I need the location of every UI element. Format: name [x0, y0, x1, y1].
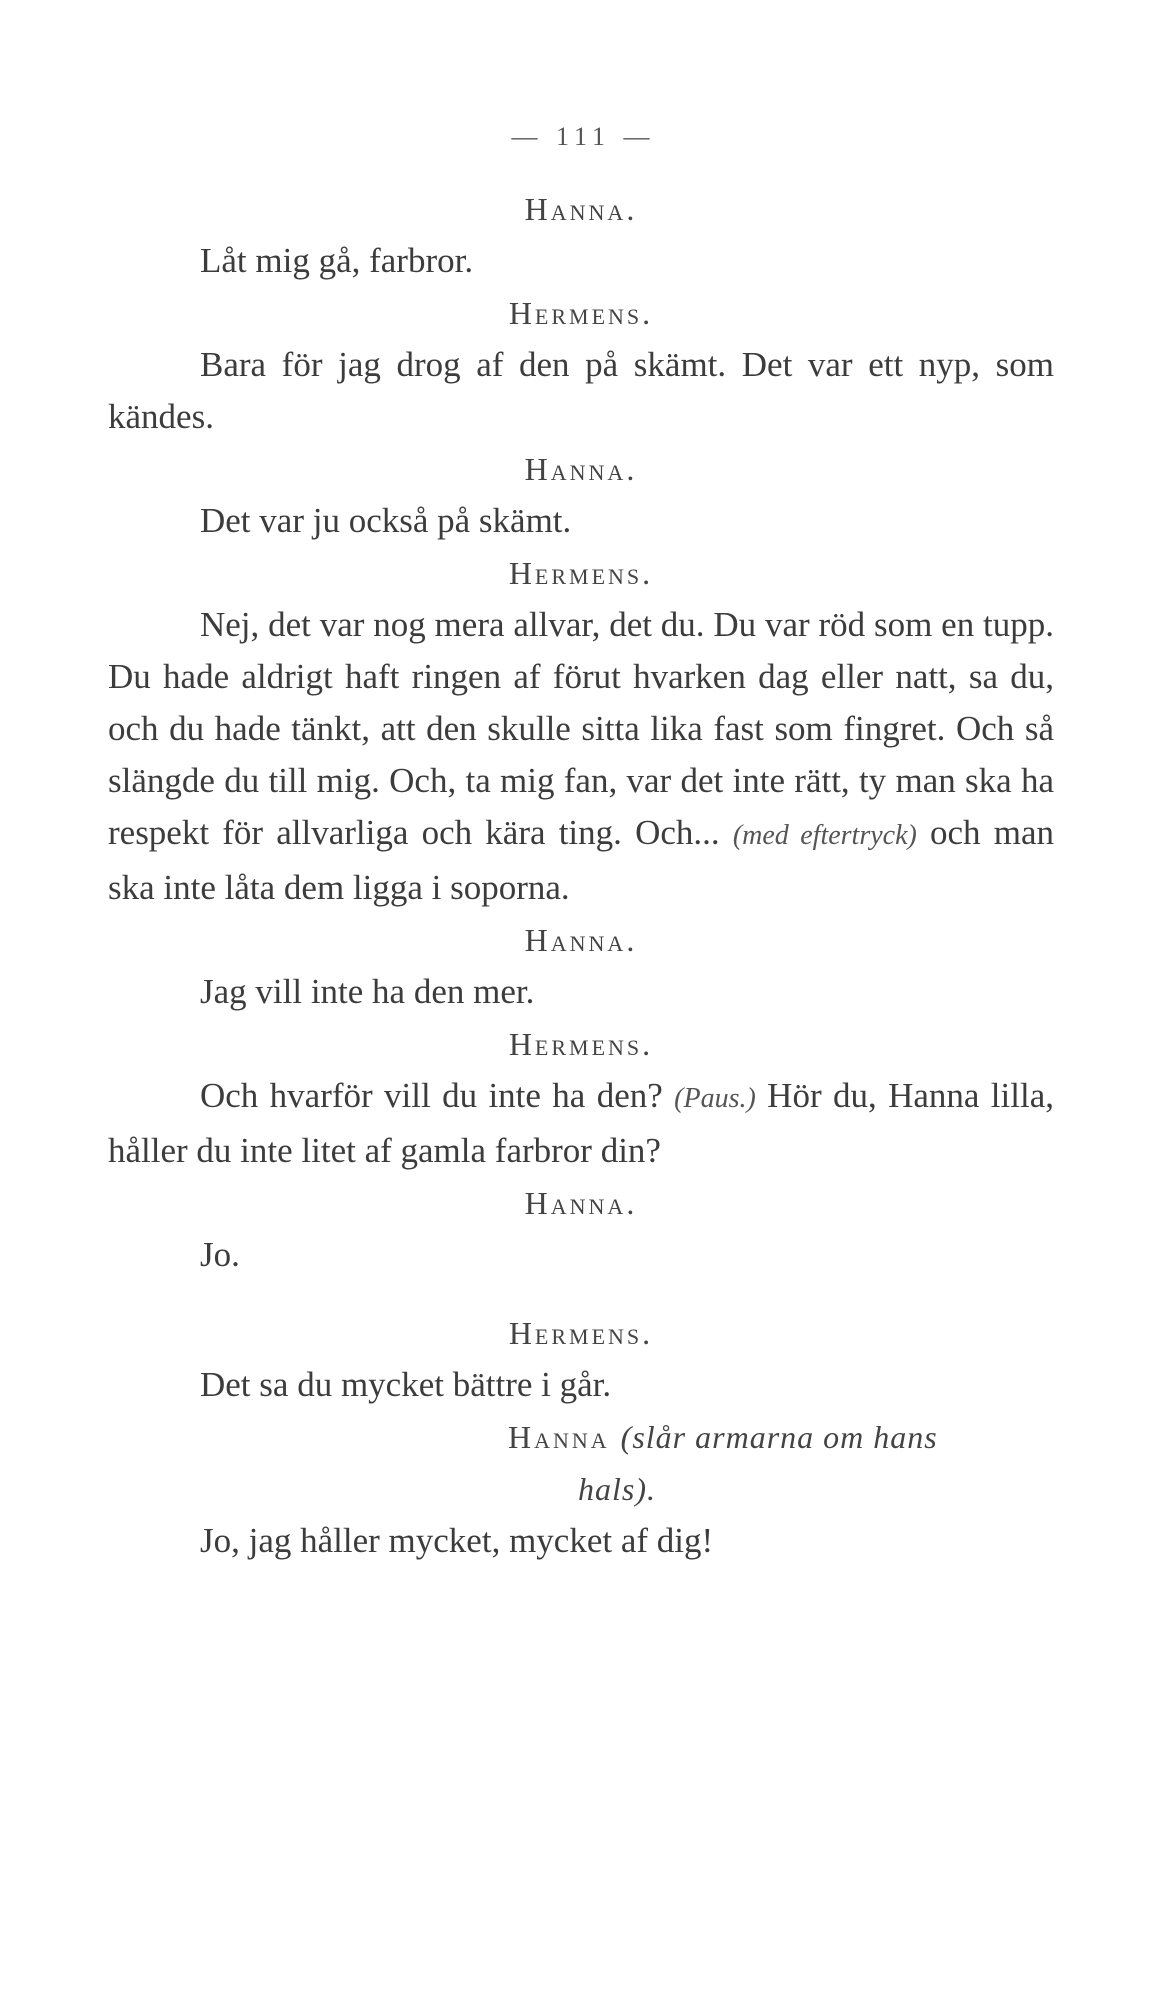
speaker-name: Hermens. [508, 1026, 654, 1062]
speaker-name: Hermens. [508, 555, 654, 591]
stage-direction: (slår armarna om hans [620, 1419, 938, 1455]
speaker-name: Hermens. [508, 1315, 654, 1351]
speech-line: Jo, jag håller mycket, mycket af dig! [200, 1521, 714, 1560]
stage-direction: (med eftertryck) [732, 820, 917, 851]
speaker-with-direction [108, 1411, 1054, 1515]
speaker-name: Hermens. [508, 295, 654, 331]
stage-direction: hals). [578, 1471, 656, 1507]
speech-paragraph [108, 599, 1054, 914]
speech-paragraph [108, 1070, 1054, 1177]
speech-line: Låt mig gå, farbror. [200, 241, 474, 280]
speaker-name: Hanna. [524, 922, 638, 958]
speaker-name: Hanna. [524, 191, 638, 227]
speaker-name: Hanna [508, 1419, 610, 1455]
speech-text: Nej, det var nog mera allvar, det du. Du var röd som en tupp. Du hade aldrigt haft ringen af förut hvarken dag eller natt, sa du, och du hade tänkt, att den skulle sitta lika fast som fingret. Och så slängde du till mig. Och, ta mig fan, var det inte rätt, ty man ska ha respekt för allvarliga och kära ting. Och... [108, 605, 1054, 852]
speech-text: och man ska inte låta dem ligga i soporna. [108, 813, 1054, 907]
speaker-name: Hanna. [524, 1185, 638, 1221]
speech-line: Jo. [200, 1235, 240, 1274]
speech-text: Och hvarför vill du inte ha den? [200, 1076, 675, 1115]
stage-direction: (Paus.) [674, 1083, 756, 1114]
page-number: — 111 — [511, 122, 656, 151]
dialogue-block [108, 183, 1054, 1567]
speech-line: Det sa du mycket bättre i går. [200, 1365, 612, 1404]
speech-text: Hör du, Hanna lilla, håller du inte litet af gamla farbror din? [108, 1076, 1054, 1170]
speaker-name: Hanna. [524, 451, 638, 487]
speech-line: Bara för jag drog af den på skämt. Det var ett nyp, som kändes. [108, 345, 1054, 436]
speech-line: Jag vill inte ha den mer. [200, 972, 535, 1011]
speech-line: Det var ju också på skämt. [200, 501, 572, 540]
